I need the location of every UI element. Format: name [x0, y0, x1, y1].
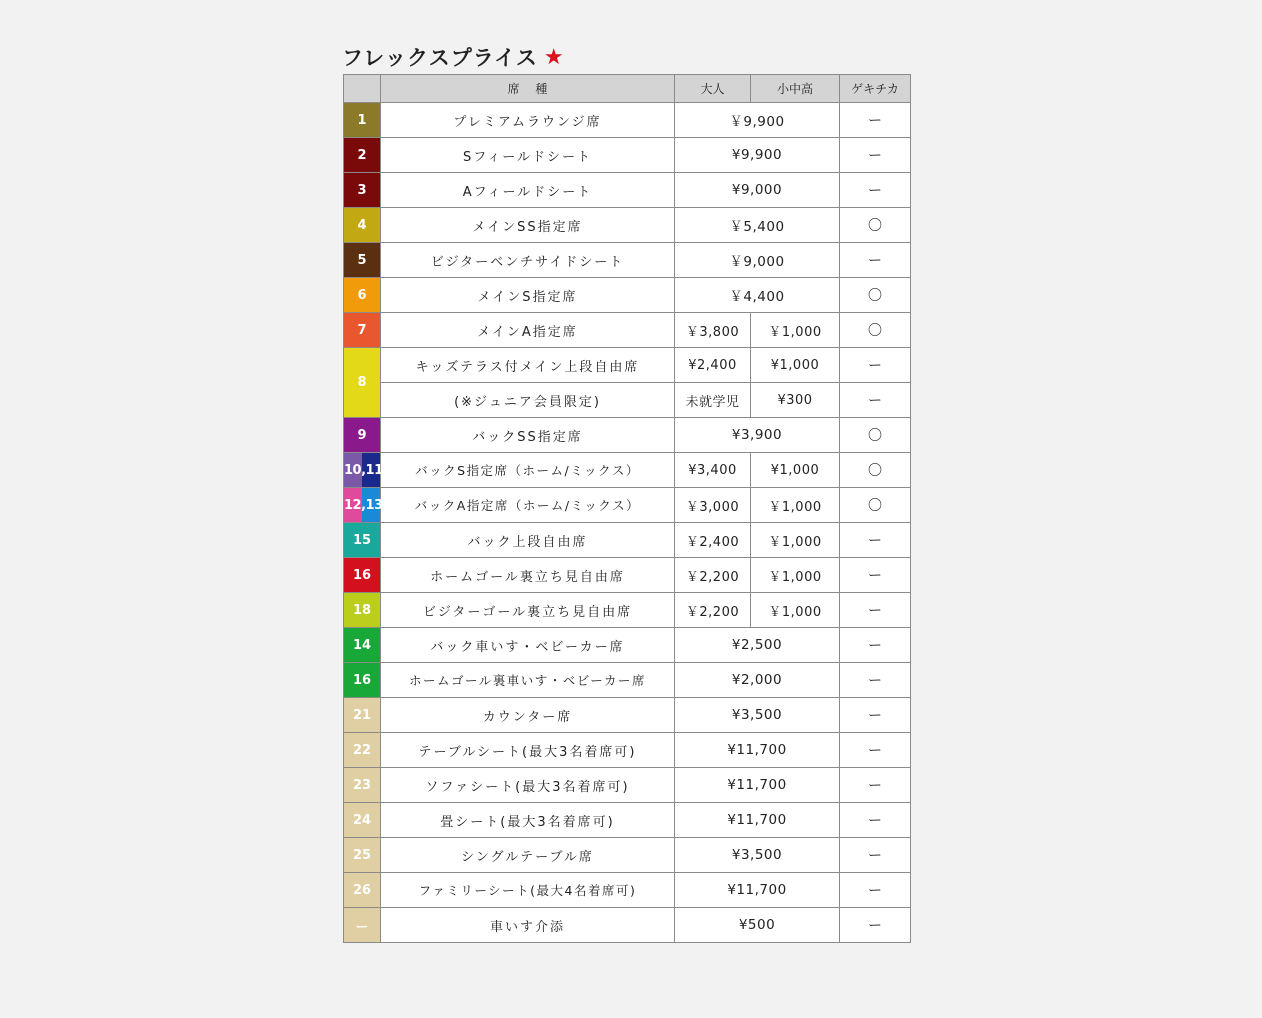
price-all: ¥2,500 [675, 628, 840, 663]
seat-number: 10,11 [344, 462, 383, 478]
price-child: ￥1,000 [751, 313, 840, 348]
seat-number-badge: 18 [344, 593, 381, 628]
gekichika-mark: ー [840, 908, 911, 943]
table-row [344, 908, 911, 943]
seat-name: ビジターベンチサイドシート [381, 243, 675, 278]
table-row [344, 348, 911, 383]
seat-name: バックSS指定席 [381, 418, 675, 453]
seat-name: バック車いす・ベビーカー席 [381, 628, 675, 663]
seat-name: テーブルシート(最大3名着席可) [381, 733, 675, 768]
seat-name: ビジターゴール裏立ち見自由席 [381, 593, 675, 628]
price-adult: ￥3,800 [675, 313, 751, 348]
gekichika-mark: ー [840, 733, 911, 768]
table-body [344, 103, 911, 943]
price-adult: ￥2,200 [675, 558, 751, 593]
table-row [344, 453, 911, 488]
header-num [344, 75, 381, 103]
seat-name: Aフィールドシート [381, 173, 675, 208]
price-adult: ￥2,400 [675, 523, 751, 558]
seat-number-badge: 2 [344, 138, 381, 173]
seat-name: ホームゴール裏立ち見自由席 [381, 558, 675, 593]
price-adult: ¥2,400 [675, 348, 751, 383]
seat-name: シングルテーブル席 [381, 838, 675, 873]
gekichika-mark: ー [840, 873, 911, 908]
price-all: ¥9,900 [675, 138, 840, 173]
seat-number-badge: 6 [344, 278, 381, 313]
star-icon: ★ [543, 44, 565, 70]
gekichika-mark: ー [840, 698, 911, 733]
seat-number-badge: 22 [344, 733, 381, 768]
table-row [344, 523, 911, 558]
gekichika-mark: 〇 [840, 453, 911, 488]
seat-name: 車いす介添 [381, 908, 675, 943]
table-row [344, 278, 911, 313]
seat-name: ファミリーシート(最大4名着席可) [381, 873, 675, 908]
seat-number-badge: 15 [344, 523, 381, 558]
seat-name: カウンター席 [381, 698, 675, 733]
gekichika-mark: ー [840, 173, 911, 208]
seat-name: バックA指定席（ホーム/ミックス） [381, 488, 675, 523]
table-row [344, 138, 911, 173]
table-header-row [344, 75, 911, 103]
price-all: ¥3,900 [675, 418, 840, 453]
table-row [344, 698, 911, 733]
table-row [344, 628, 911, 663]
seat-number-badge: 8 [344, 348, 381, 418]
price-child: ¥300 [751, 383, 840, 418]
header-geki: ゲキチカ [840, 75, 911, 103]
table-row [344, 838, 911, 873]
seat-number-badge: 7 [344, 313, 381, 348]
gekichika-mark: 〇 [840, 278, 911, 313]
table-row [344, 418, 911, 453]
seat-number-badge [344, 488, 381, 523]
table-row [344, 733, 911, 768]
table-row [344, 208, 911, 243]
seat-number-badge: 4 [344, 208, 381, 243]
price-child: ¥1,000 [751, 348, 840, 383]
gekichika-mark: 〇 [840, 418, 911, 453]
price-child: ￥1,000 [751, 593, 840, 628]
gekichika-mark: ー [840, 628, 911, 663]
seat-number-badge: 16 [344, 558, 381, 593]
gekichika-mark: ー [840, 523, 911, 558]
table-row [344, 313, 911, 348]
price-child: ￥1,000 [751, 558, 840, 593]
price-all: ¥3,500 [675, 698, 840, 733]
seat-number-badge: 23 [344, 768, 381, 803]
price-all: ￥5,400 [675, 208, 840, 243]
table-row [344, 173, 911, 208]
table-row [344, 558, 911, 593]
price-all: ¥11,700 [675, 733, 840, 768]
seat-name: バック上段自由席 [381, 523, 675, 558]
table-row [344, 593, 911, 628]
seat-name: ソファシート(最大3名着席可) [381, 768, 675, 803]
gekichika-mark: 〇 [840, 313, 911, 348]
table-row [344, 873, 911, 908]
gekichika-mark: 〇 [840, 208, 911, 243]
seat-number-badge [344, 453, 381, 488]
gekichika-mark: ー [840, 103, 911, 138]
seat-number-badge: 26 [344, 873, 381, 908]
price-all: ¥9,000 [675, 173, 840, 208]
price-child: ￥1,000 [751, 523, 840, 558]
gekichika-mark: ー [840, 558, 911, 593]
seat-number-badge: 24 [344, 803, 381, 838]
gekichika-mark: ー [840, 768, 911, 803]
seat-name: バックS指定席（ホーム/ミックス） [381, 453, 675, 488]
seat-number-badge: 1 [344, 103, 381, 138]
gekichika-mark: 〇 [840, 488, 911, 523]
gekichika-mark: ー [840, 838, 911, 873]
price-all: ¥2,000 [675, 663, 840, 698]
price-adult: 未就学児 [675, 383, 751, 418]
table-row [344, 803, 911, 838]
table-row [344, 103, 911, 138]
price-all: ￥4,400 [675, 278, 840, 313]
table-row [344, 383, 911, 418]
seat-name: メインA指定席 [381, 313, 675, 348]
price-all: ￥9,900 [675, 103, 840, 138]
seat-number-badge: ー [344, 908, 381, 943]
seat-name: Sフィールドシート [381, 138, 675, 173]
seat-name: 畳シート(最大3名着席可) [381, 803, 675, 838]
header-adult: 大人 [675, 75, 751, 103]
gekichika-mark: ー [840, 663, 911, 698]
price-adult: ￥3,000 [675, 488, 751, 523]
price-child: ¥1,000 [751, 453, 840, 488]
gekichika-mark: ー [840, 348, 911, 383]
seat-number-badge: 21 [344, 698, 381, 733]
seat-number-badge: 14 [344, 628, 381, 663]
price-table [343, 74, 911, 943]
gekichika-mark: ー [840, 138, 911, 173]
seat-name: キッズテラス付メイン上段自由席 [381, 348, 675, 383]
price-all: ¥3,500 [675, 838, 840, 873]
gekichika-mark: ー [840, 803, 911, 838]
seat-name: ホームゴール裏車いす・ベビーカー席 [381, 663, 675, 698]
header-seat: 席 種 [381, 75, 675, 103]
table-row [344, 488, 911, 523]
seat-number-badge: 9 [344, 418, 381, 453]
gekichika-mark: ー [840, 383, 911, 418]
price-adult: ￥2,200 [675, 593, 751, 628]
price-all: ¥11,700 [675, 873, 840, 908]
gekichika-mark: ー [840, 593, 911, 628]
seat-number-badge: 3 [344, 173, 381, 208]
seat-number-badge: 5 [344, 243, 381, 278]
seat-name: プレミアムラウンジ席 [381, 103, 675, 138]
price-all: ¥500 [675, 908, 840, 943]
table-row [344, 243, 911, 278]
title-text: フレックスプライス [342, 46, 538, 70]
price-all: ￥9,000 [675, 243, 840, 278]
price-adult: ¥3,400 [675, 453, 751, 488]
seat-name: メインSS指定席 [381, 208, 675, 243]
price-all: ¥11,700 [675, 768, 840, 803]
seat-name: メインS指定席 [381, 278, 675, 313]
seat-number: 12,13 [344, 497, 383, 513]
table-row [344, 768, 911, 803]
header-child: 小中高 [751, 75, 840, 103]
page-title [342, 42, 565, 72]
seat-number-badge: 25 [344, 838, 381, 873]
table-row [344, 663, 911, 698]
seat-number-badge: 16 [344, 663, 381, 698]
price-child: ￥1,000 [751, 488, 840, 523]
seat-name: (※ジュニア会員限定) [381, 383, 675, 418]
gekichika-mark: ー [840, 243, 911, 278]
price-all: ¥11,700 [675, 803, 840, 838]
